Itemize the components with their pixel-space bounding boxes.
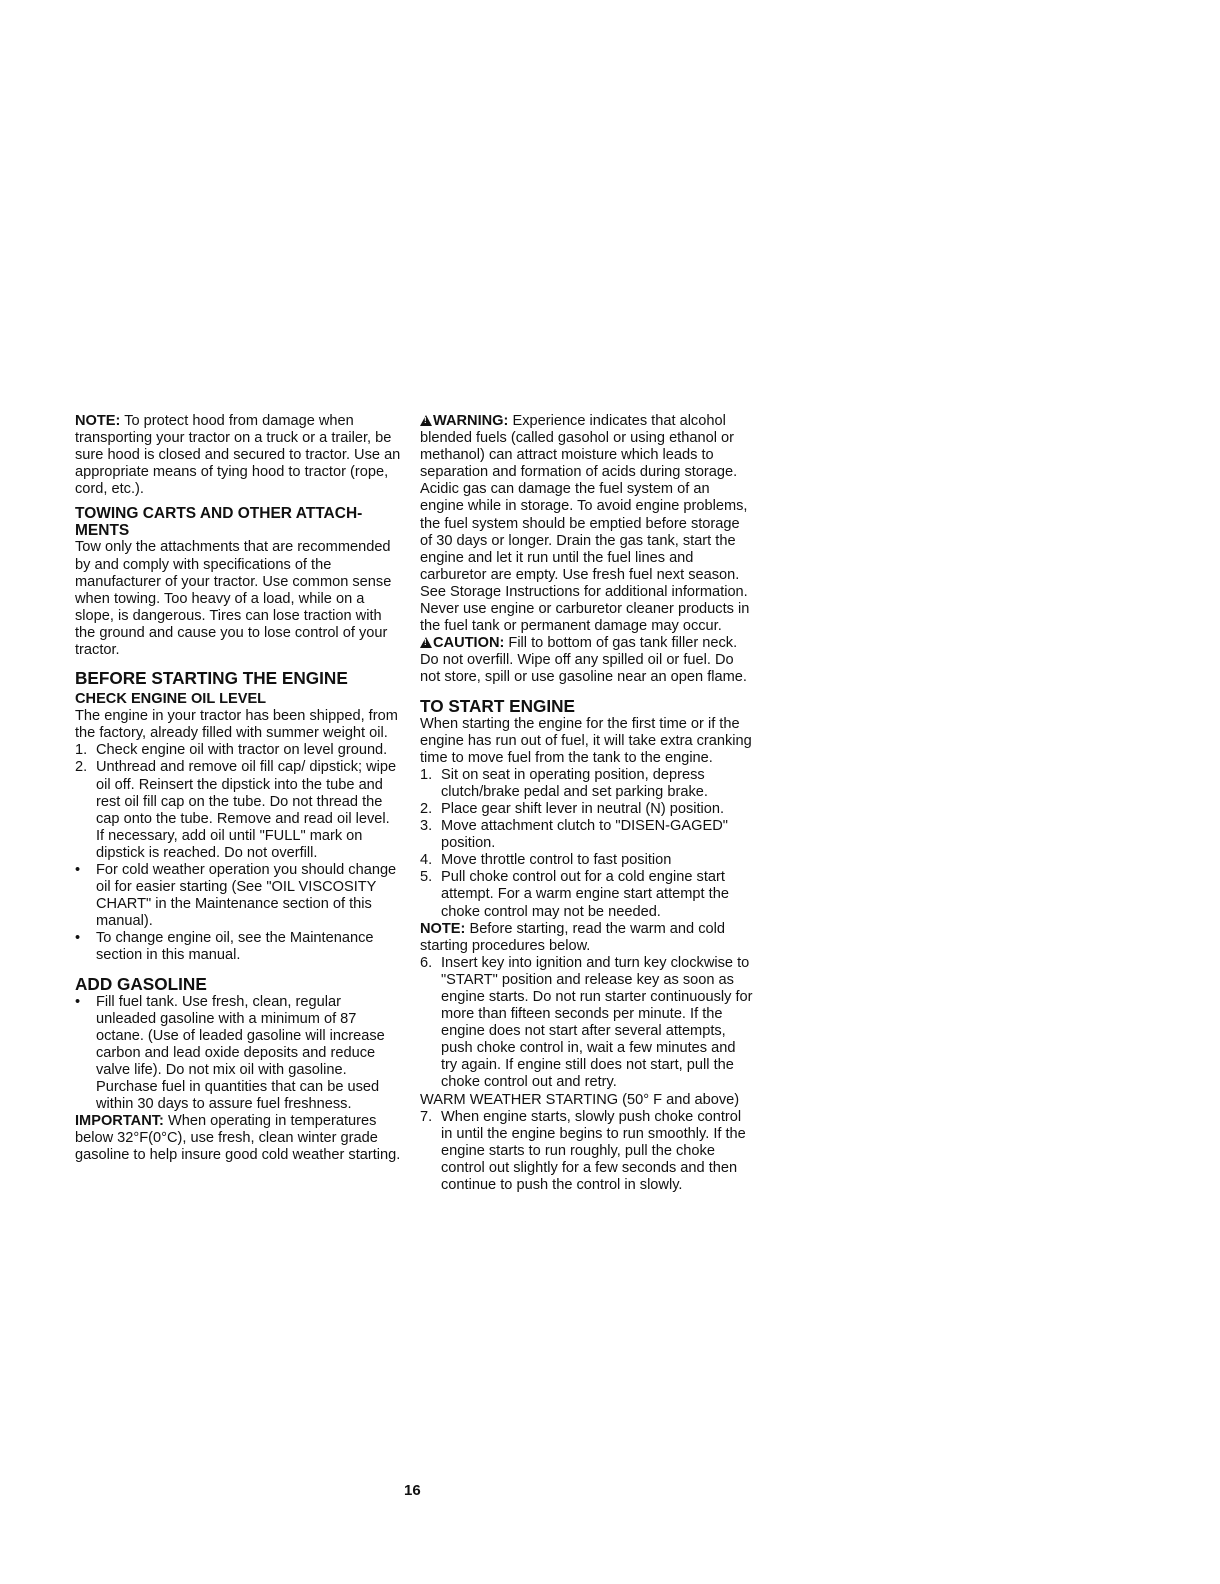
step-number: 2.: [75, 759, 88, 776]
step-text: Move attachment clutch to "DISEN-GAGED" position.: [441, 818, 728, 852]
list-item: [420, 955, 754, 1092]
check-oil-intro: The engine in your tractor has been shipped, from the factory, already filled with summer weight oil.: [75, 708, 398, 742]
step-number: 4.: [420, 852, 433, 869]
list-item: [420, 1109, 754, 1194]
start-steps-b: [420, 955, 754, 1092]
warning-label: WARNING:: [433, 413, 509, 429]
step-text: Sit on seat in operating position, depress clutch/brake pedal and set parking brake.: [441, 766, 708, 800]
bullet-text: To change engine oil, see the Maintenance section in this manual.: [96, 930, 374, 964]
caution-text: Fill to bottom of gas tank filler neck. Do not overfill. Wipe off any spilled oil or fuel. Do not store, spill or use gasoline near an open flame.: [420, 635, 747, 686]
list-item: [75, 862, 401, 930]
warning-triangle-icon: [420, 415, 432, 426]
add-gasoline-title: ADD GASOLINE: [75, 973, 207, 994]
list-item: [420, 801, 754, 818]
list-item: [75, 742, 401, 759]
bullet-icon: •: [75, 930, 81, 947]
towing-body: Tow only the attachments that are recommended by and comply with specifications of the manufacturer of your tractor. Use common sense when towing. Too heavy of a load, while on a slope, is dangerous. Tires can lose traction with the ground and cause you to lose control of your tractor.: [75, 539, 392, 659]
list-item: [420, 818, 754, 852]
start-steps-a: [420, 767, 754, 921]
step-number: 1.: [75, 742, 88, 759]
warning-text: Experience indicates that alcohol blended fuels (called gasohol or using ethanol or methanol) can attract moisture which leads to separation and formation of acids during storage. Acidic gas can damage the fuel system of an engine while in storage. To avoid engine problems, the fuel system should be emptied before storage of 30 days or longer. Drain the gas tank, start the engine and let it run until the fuel lines and carburetor are empty. Use fresh fuel next season. See Storage Instructions for additional information. Never use engine or carburetor cleaner products in the fuel tank or permanent damage may occur.: [420, 413, 750, 635]
start-steps-c: [420, 1109, 754, 1194]
step-number: 5.: [420, 869, 433, 886]
step-text: Unthread and remove oil fill cap/ dipstick; wipe oil off. Reinsert the dipstick into the tube and rest oil fill cap on the tube. Do not thread the cap onto the tube. Remove and read oil level. If necessary, add oil until "FULL" mark on dipstick is reached. Do not overfill.: [96, 759, 397, 861]
step-text: Pull choke control out for a cold engine start attempt. For a warm engine start attempt the choke control may not be needed.: [441, 869, 729, 920]
list-item: [420, 869, 754, 920]
step-number: 3.: [420, 818, 433, 835]
step-text: Place gear shift lever in neutral (N) position.: [441, 800, 725, 817]
warm-weather-heading: WARM WEATHER STARTING (50° F and above): [420, 1091, 740, 1108]
hood-note: [75, 413, 401, 498]
important-text: When operating in temperatures below 32°F(0°C), use fresh, clean winter grade gasoline to help insure good cold weather starting.: [75, 1113, 401, 1164]
page-number: 16: [404, 1482, 421, 1499]
warning-note: [420, 413, 754, 635]
starting-note: [420, 921, 754, 955]
step-number: 1.: [420, 766, 433, 783]
bullet-text: For cold weather operation you should change oil for easier starting (See "OIL VISCOSITY CHART" in the Maintenance section of this manual).: [96, 861, 397, 930]
step-number: 6.: [420, 954, 433, 971]
oil-bullets: [75, 862, 401, 965]
step-text: When engine starts, slowly push choke control in until the engine begins to run smoothly. If the engine starts to run roughly, pull the choke control out slightly for a few seconds and then continue to push the control in slowly.: [441, 1108, 746, 1194]
note-text: Before starting, read the warm and cold starting procedures below.: [420, 920, 725, 954]
caution-note: [420, 635, 754, 686]
towing-title: TOWING CARTS AND OTHER ATTACH-MENTS: [75, 505, 363, 540]
list-item: [75, 930, 401, 964]
step-text: Move throttle control to fast position: [441, 852, 672, 869]
important-label: IMPORTANT:: [75, 1113, 164, 1130]
bullet-icon: •: [75, 993, 81, 1010]
check-oil-steps: [75, 742, 401, 862]
note-label: NOTE:: [75, 413, 121, 429]
left-column: [75, 413, 401, 1164]
caution-label: CAUTION:: [433, 635, 505, 652]
bullet-icon: •: [75, 861, 81, 878]
bullet-text: Fill fuel tank. Use fresh, clean, regular unleaded gasoline with a minimum of 87 octane. (Use of leaded gasoline will increase carbon and lead oxide deposits and reduce valve life). Do not mix oil with gasoline. Purchase fuel in quantities that can be used within 30 days to assure fuel freshness.: [96, 993, 385, 1113]
important-note: [75, 1113, 401, 1164]
step-text: Check engine oil with tractor on level ground.: [96, 742, 388, 759]
right-column: [420, 413, 754, 1194]
gasoline-bullets: [75, 994, 401, 1114]
caution-triangle-icon: [420, 637, 432, 648]
list-item: [75, 759, 401, 862]
note-text: To protect hood from damage when transporting your tractor on a truck or a trailer, be sure hood is closed and secured to tractor. Use an appropriate means of tying hood to tractor (rope, cord, etc.).: [75, 413, 401, 498]
before-starting-title: BEFORE STARTING THE ENGINE: [75, 668, 348, 689]
list-item: [420, 852, 754, 869]
to-start-engine-title: TO START ENGINE: [420, 695, 576, 716]
check-oil-subtitle: CHECK ENGINE OIL LEVEL: [75, 691, 267, 708]
step-number: 2.: [420, 800, 433, 817]
list-item: [75, 994, 401, 1114]
to-start-intro: When starting the engine for the first time or if the engine has run out of fuel, it will take extra cranking time to move fuel from the tank to the engine.: [420, 715, 752, 766]
list-item: [420, 767, 754, 801]
step-text: Insert key into ignition and turn key clockwise to "START" position and release key as soon as engine starts. Do not run starter continuously for more than fifteen seconds per minute. If the engine does not start after several attempts, push choke control in, wait a few minutes and try again. If engine still does not start, pull the choke control out and retry.: [441, 954, 753, 1091]
step-number: 7.: [420, 1108, 433, 1125]
note-label: NOTE:: [420, 920, 466, 937]
